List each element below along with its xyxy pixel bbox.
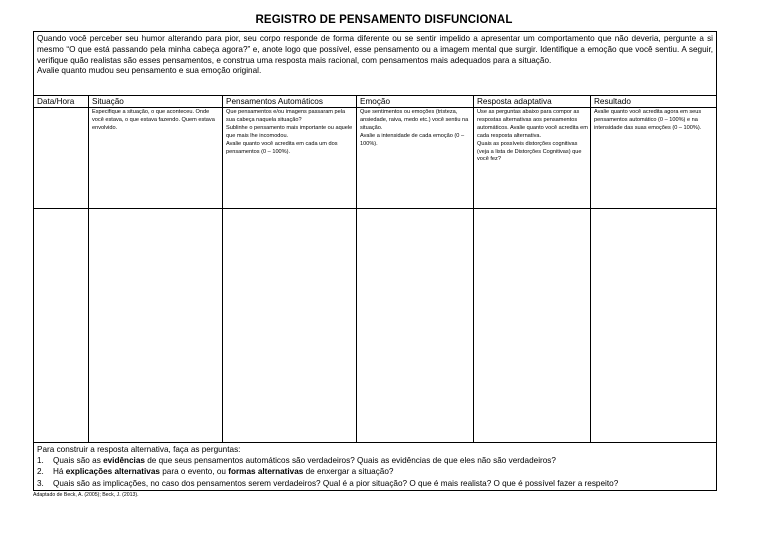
header-pensamentos: Pensamentos Automáticos — [223, 96, 356, 108]
description-cell-data-hora[interactable] — [34, 108, 88, 209]
question-3: 3. Quais são as implicações, no caso dos pensamentos serem verdadeiros? Qual é a pior situação? O que é mais realista? O que é possível fazer a respeito? — [37, 478, 619, 488]
questions-heading: Para construir a resposta alternativa, faça as perguntas: — [37, 445, 241, 454]
entry-cell-resultado[interactable] — [591, 209, 716, 432]
situacao-description: Especifique a situação, o que aconteceu. Onde você estava, o que estava fazendo. Quem estava envolvido. — [92, 109, 215, 131]
column-emocao — [357, 96, 474, 442]
entry-cell-emocao[interactable] — [357, 209, 473, 432]
column-situacao — [89, 96, 223, 442]
resultado-description: Avalie quanto você acredita agora em seus pensamentos automático (0 – 100%) e na intensidade das suas emoções (0 – 100%). — [594, 109, 702, 131]
description-cell-situacao[interactable] — [89, 108, 222, 209]
entry-cell-pensamentos[interactable] — [223, 209, 356, 432]
instructions-evaluate-line: Avalie quanto mudou seu pensamento e sua emoção original. — [37, 66, 262, 76]
pensamentos-description-2: Sublinhe o pensamento mais importante ou aquele que mais lhe incomodou. — [226, 124, 353, 139]
instructions-box — [34, 32, 716, 96]
column-pensamentos — [223, 96, 357, 442]
pensamentos-description-1: Que pensamentos e/ou imagens passaram pela sua cabeça naquela situação? — [226, 109, 346, 123]
record-table — [34, 96, 716, 442]
header-emocao: Emoção — [357, 96, 473, 108]
emocao-description-1: Que sentimentos ou emoções (tristeza, ansiedade, raiva, medo etc.) você sentiu na situação. — [360, 109, 469, 131]
column-resposta — [474, 96, 591, 442]
description-cell-pensamentos[interactable] — [223, 108, 356, 209]
source-credit: Adaptado de Beck, A. (2005); Beck, J. (2013). — [33, 492, 139, 498]
question-2: 2. Há explicações alternativas para o evento, ou formas alternativas de enxergar a situação? — [37, 467, 394, 477]
description-cell-emocao[interactable] — [357, 108, 473, 209]
header-resposta: Resposta adaptativa — [474, 96, 590, 108]
entry-cell-resposta[interactable] — [474, 209, 590, 432]
column-resultado — [591, 96, 716, 442]
questions-box — [34, 442, 716, 490]
entry-cell-data-hora[interactable] — [34, 209, 88, 432]
description-cell-resultado[interactable] — [591, 108, 716, 209]
question-1: 1. Quais são as evidências de que seus pensamentos automáticos são verdadeiros? Quais as evidências de que eles não são verdadeiros? — [37, 456, 556, 466]
emocao-description-2: Avalie a intensidade de cada emoção (0 – 100%). — [360, 132, 465, 147]
entry-cell-situacao[interactable] — [89, 209, 222, 432]
instructions-paragraph: Quando você perceber seu humor alterando para pior, seu corpo responde de forma diferente ou se sentir impelido a apresentar um comportamento que não deveria, pergunte a si mesmo “O que está passando pela minha cabeça agora?” e, anote logo que possível, esse pensamento ou a imagem mental que surgir. Identifique a emoção que você sentiu. A seguir, verifique quão realistas são esses pensamentos, e construa uma resposta mais racional, com pensamentos mais adequados para a situação. — [37, 34, 713, 65]
thought-record-sheet — [33, 31, 717, 491]
header-data-hora: Data/Hora — [34, 96, 88, 108]
pensamentos-description-3: Avalie quanto você acredita em cada um dos pensamentos (0 – 100%). — [226, 140, 338, 155]
resposta-description-2: Quais as possíveis distorções cognitivas (veja a lista de Distorções Cognitivas) que você fez? — [477, 140, 582, 163]
header-resultado: Resultado — [591, 96, 716, 108]
header-situacao: Situação — [89, 96, 222, 108]
description-cell-resposta[interactable] — [474, 108, 590, 209]
resposta-description-1: Use as perguntas abaixo para compor as respostas alternativas aos pensamentos automáticos. Avalie quanto você acredita em cada resposta alternativa. — [477, 109, 588, 139]
column-data-hora — [34, 96, 89, 442]
page-title: REGISTRO DE PENSAMENTO DISFUNCIONAL — [255, 14, 513, 26]
